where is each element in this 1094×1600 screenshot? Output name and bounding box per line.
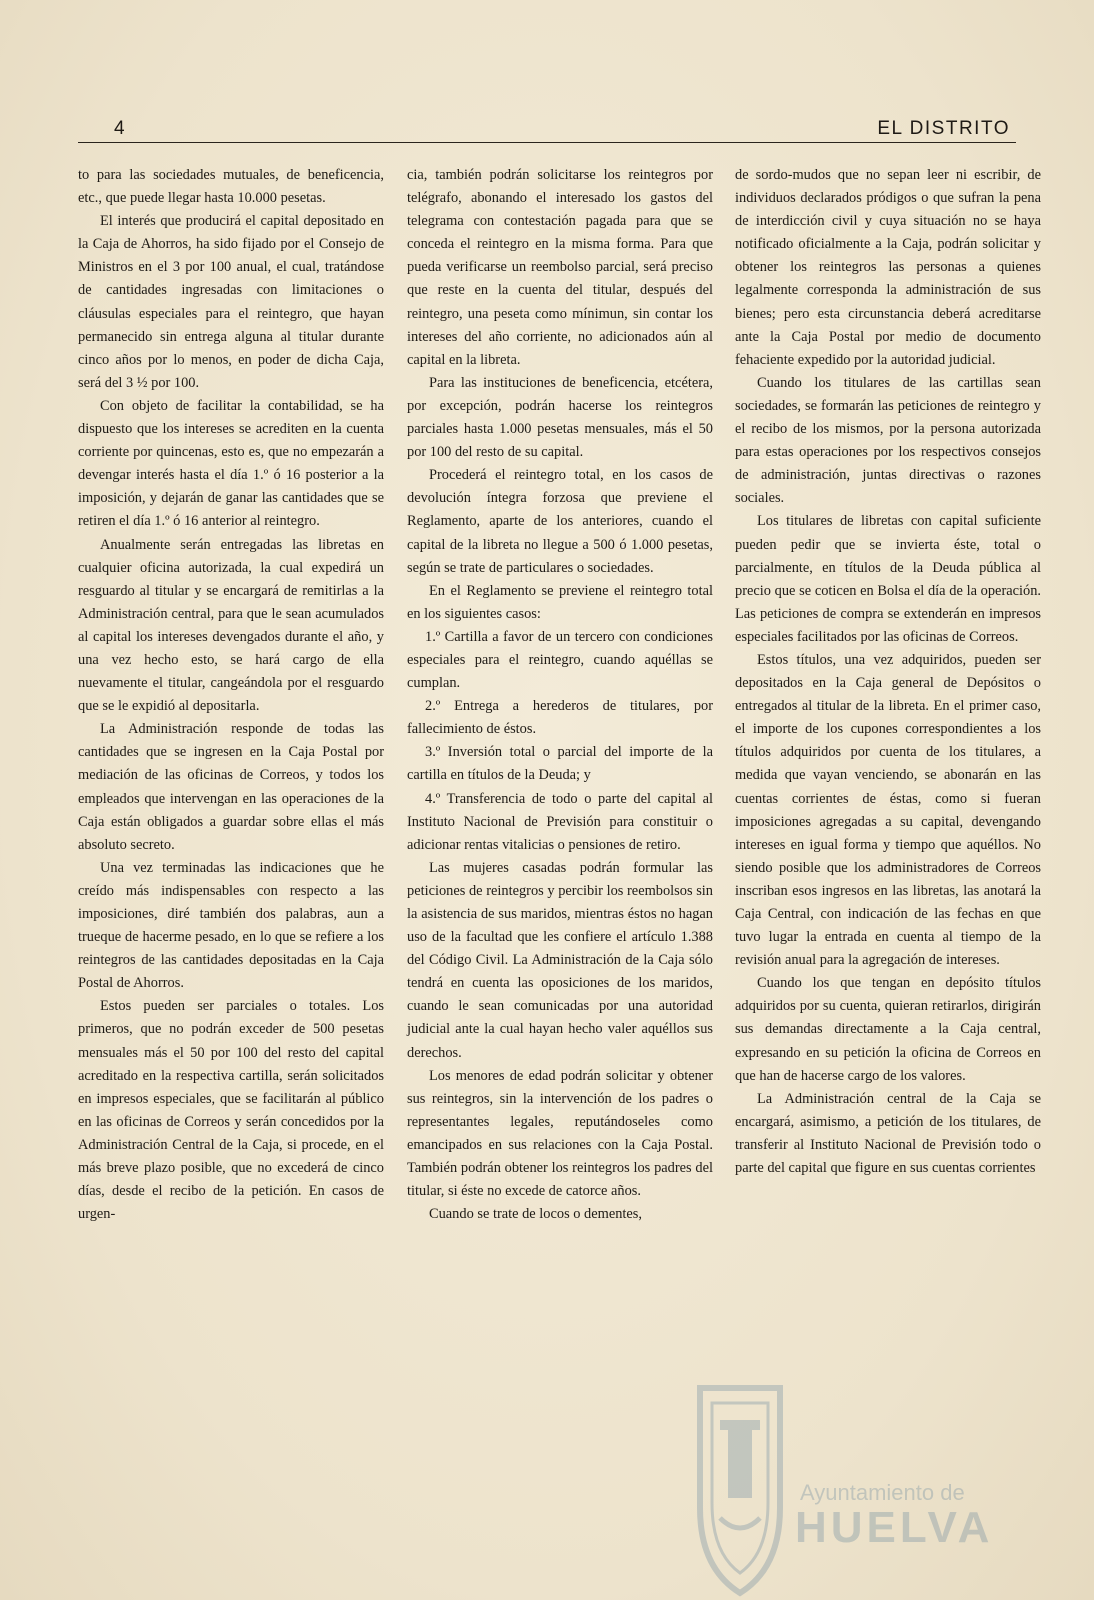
paragraph: to para las sociedades mutuales, de beneficencia, etc., que puede llegar hasta 10.000 pesetas. xyxy=(78,167,384,207)
paragraph: 4.º Transferencia de todo o parte del capital al Instituto Nacional de Previsión para constituir o adicionar rentas vitalicias o pensiones de retiro. xyxy=(407,790,713,853)
paragraph: Cuando los titulares de las cartillas sean sociedades, se formarán las peticiones de reintegro y el recibo de los mismos, por la persona autorizada para estas operaciones por los respectivos consejos de administración, juntas directivas o razones sociales. xyxy=(735,374,1041,507)
paragraph: 1.º Cartilla a favor de un tercero con condiciones especiales para el reintegro, cuando aquéllas se cumplan. xyxy=(407,628,713,692)
text-column-3 xyxy=(735,164,1041,1180)
paragraph: Estos pueden ser parciales o totales. Los primeros, que no podrán exceder de 500 pesetas mensuales más el 50 por 100 del resto del capital acreditado en la respectiva cartilla, serán solicitados en impresos especiales, que se facilitarán al público en las oficinas de Correos y serán concedidos por la Administración Central de la Caja, si procede, en el más breve plazo posible, que no excederá de cinco días, desde el recibo de la petición. En casos de urgen- xyxy=(78,998,384,1223)
paragraph: Para las instituciones de beneficencia, etcétera, por excepción, podrán hacerse los reintegros parciales hasta 1.000 pesetas mensuales, más el 50 por 100 del resto de su capital. xyxy=(407,374,713,461)
archive-watermark xyxy=(690,1368,1020,1600)
watermark-line-2: HUELVA xyxy=(795,1503,994,1552)
paragraph: Cuando se trate de locos o dementes, xyxy=(429,1206,642,1223)
paragraph: Con objeto de facilitar la contabilidad, se ha dispuesto que los intereses se acrediten en la cuenta corriente por quincenas, esto es, que no empezarán a devengar interés hasta el día 1.º ó 16 posterior a la imposición, y dejarán de ganar las cantidades que se retiren el día 1.º ó 16 anterior al reintegro. xyxy=(78,397,384,530)
paragraph: En el Reglamento se previene el reintegro total en los siguientes casos: xyxy=(407,582,713,622)
paragraph: La Administración responde de todas las cantidades que se ingresen en la Caja Postal por mediación de las oficinas de Correos, y todos los empleados que intervengan en las operaciones de la Caja están obligados a guardar sobre ellas el más absoluto secreto. xyxy=(78,721,384,853)
paragraph: cia, también podrán solicitarse los reintegros por telégrafo, abonando el interesado los gastos del telegrama con contestación pagada para que se conceda el reintegro en la misma forma. Para que pueda verificarse un reembolso parcial, será preciso que reste en la cuenta del titular, después del reintegro, una peseta como mínimun, sin contar los intereses del año corriente, no adicionados aún al capital en la libreta. xyxy=(407,167,713,368)
coat-of-arms-icon xyxy=(690,1368,790,1600)
publication-title: EL DISTRITO xyxy=(877,118,1010,139)
paragraph: Los titulares de libretas con capital suficiente pueden pedir que se invierta éste, total o parcialmente, en títulos de la Deuda pública al precio que se coticen en Bolsa el día de la operación. Las peticiones de compra se extenderán en impresos especiales facilitados por las oficinas de Correos. xyxy=(735,513,1041,645)
paragraph: Cuando los que tengan en depósito títulos adquiridos por su cuenta, quieran retirarlos, dirigirán sus demandas directamente a la Caja central, expresando en su petición la oficina de Correos en que han de hacerse cargo de los valores. xyxy=(735,975,1041,1084)
paragraph: El interés que producirá el capital depositado en la Caja de Ahorros, ha sido fijado por el Consejo de Ministros en el 3 por 100 anual, el cual, tratándose de cantidades ingresadas con limitaciones o cláusulas especiales para el reintegro, que hayan permanecido sin entrega alguna al titular durante cinco años por lo menos, en poder de dicha Caja, será del 3 ½ por 100. xyxy=(78,213,384,391)
paragraph: 2.º Entrega a herederos de titulares, por fallecimiento de éstos. xyxy=(407,698,713,738)
header-rule xyxy=(78,142,1016,143)
paragraph: de sordo-mudos que no sepan leer ni escribir, de individuos declarados pródigos o que sufran la pena de interdicción civil y cuya situación no se haya notificado oficialmente a la Caja, podrán solicitar y obtener los reintegros las personas a quienes legalmente corresponda la administración de sus bienes; pero esta circunstancia deberá acreditarse ante la Caja Postal por medio de documento fehaciente expedido por la autoridad judicial. xyxy=(735,167,1041,368)
paragraph: Las mujeres casadas podrán formular las peticiones de reintegros y percibir los reembolsos sin la asistencia de sus maridos, mientras éstos no hagan uso de la facultad que les confiere el artículo 1.388 del Código Civil. La Administración de la Caja sólo tendrá en cuenta las oposiciones de los maridos, cuando le sean comunicadas por una autoridad judicial ante la cual hayan hecho valer aquéllos sus derechos. xyxy=(407,859,713,1061)
page-header xyxy=(78,118,1016,142)
paragraph: Los menores de edad podrán solicitar y obtener sus reintegros, sin la intervención de los padres o representantes legales, reputándoseles como emancipados en sus relaciones con la Caja Postal. También podrán obtener los reintegros los padres del titular, si éste no excede de catorce años. xyxy=(407,1067,713,1200)
paragraph: Anualmente serán entregadas las libretas en cualquier oficina autorizada, la cual expedirá un resguardo al titular y se encargará de remitirlas a la Administración central, para que le sean acumulados al capital los intereses devengados durante el año, y una vez hecho esto, se hará cargo de ella nuevamente el titular, cangeándola por el resguardo que se le expidió al depositarla. xyxy=(78,536,384,715)
text-column-2 xyxy=(407,164,713,1226)
page-number: 4 xyxy=(114,118,126,139)
watermark-line-1: Ayuntamiento de xyxy=(800,1480,965,1505)
text-column-1 xyxy=(78,164,384,1226)
paragraph: La Administración central de la Caja se encargará, asimismo, a petición de los titulares, de transferir al Instituto Nacional de Previsión todo o parte del capital que figure en sus cuentas corrientes xyxy=(735,1090,1041,1177)
paragraph: Estos títulos, una vez adquiridos, pueden ser depositados en la Caja general de Depósitos o entregados al titular de la libreta. En el primer caso, el importe de los cupones correspondientes a los títulos adquiridos por cuenta de los titulares, a medida que vayan venciendo, se abonarán en las cuentas corrientes de éstas, como si fueran imposiciones agregadas a su capital, devengando intereses en igual forma y tiempo que aquéllos. No siendo posible que los administradores de Correos inscriban esos ingresos en las libretas, las anotará la Caja Central, con indicación de las fechas en que tuvo lugar la entrada en cuenta al tiempo de la revisión anual para la agregación de intereses. xyxy=(735,651,1041,969)
paragraph: Una vez terminadas las indicaciones que he creído más indispensables con respecto a las imposiciones, diré también dos palabras, aun a trueque de hacerme pesado, en lo que se refiere a los reintegros de las cantidades depositadas en la Caja Postal de Ahorros. xyxy=(78,859,384,992)
paragraph: Procederá el reintegro total, en los casos de devolución íntegra forzosa que previene el Reglamento, aparte de los anteriores, cuando el capital de la libreta no llegue a 500 ó 1.000 pesetas, según se trate de particulares o sociedades. xyxy=(407,467,713,576)
paragraph: 3.º Inversión total o parcial del importe de la cartilla en títulos de la Deuda; y xyxy=(407,744,713,784)
